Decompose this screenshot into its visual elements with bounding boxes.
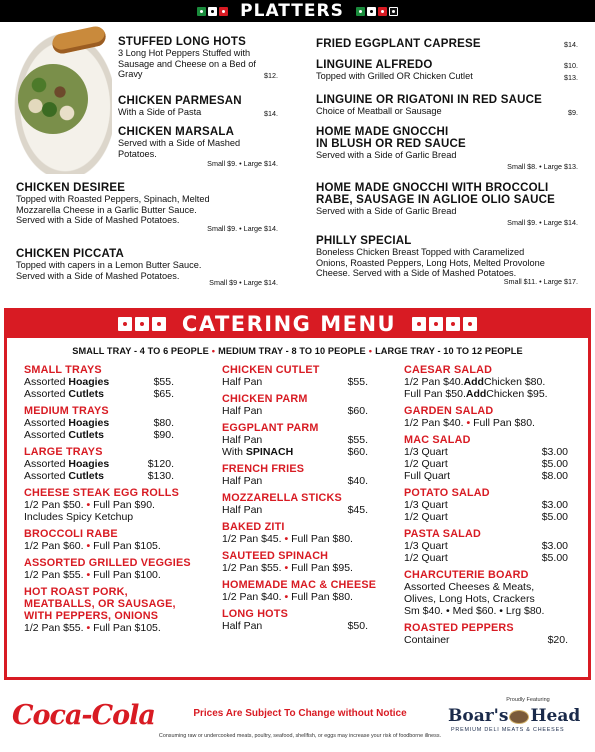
catering-section-garden-salad: GARDEN SALAD 1/2 Pan $40. • Full Pan $80. (404, 405, 535, 429)
catering-section-cheese-steak-egg-rolls: CHEESE STEAK EGG ROLLS 1/2 Pan $50. • Full Pan $90. Includes Spicy Ketchup (24, 487, 179, 523)
catering-section-pasta-salad: PASTA SALAD 1/3 Quart $3.00 1/2 Quart $5.00 (404, 528, 568, 564)
tray-sizes: SMALL TRAY - 4 TO 6 PEOPLE • MEDIUM TRAY - 8 TO 10 PEOPLE • LARGE TRAY - 10 TO 12 PEOPLE (72, 346, 523, 356)
catering-section-charcuterie: CHARCUTERIE BOARD Assorted Cheeses & Meats, Olives, Long Hots, Crackers Sm $40. • Med $60. • Lrg $80. (404, 569, 545, 617)
platter-item-philly-special: PHILLY SPECIAL Boneless Chicken Breast Topped with Caramelized Onions, Roasted Peppers, Long Hots, Melted Provolone Cheese. Served with a Side of Mashed Potatoes. Small $11. • Large $17. (316, 235, 578, 286)
catering-section-french-fries: FRENCH FRIES Half Pan $40. (222, 463, 368, 487)
platter-item-linguine-rigatoni: LINGUINE OR RIGATONI IN RED SAUCE Choice of Meatball or Sausage $9. (316, 94, 578, 117)
platter-item-gnocchi-broccoli: HOME MADE GNOCCHI WITH BROCCOLI RABE, SAUSAGE IN AGLIOE OLIO SAUCE Served with a Side of Garlic Bread Small $9. • Large $14. (316, 182, 578, 227)
boar-head-icon (509, 710, 529, 724)
catering-section-mac-cheese: HOMEMADE MAC & CHEESE 1/2 Pan $40. • Full Pan $80. (222, 579, 377, 603)
catering-section-roasted-peppers: ROASTED PEPPERS Container $20. (404, 622, 568, 646)
catering-title: CATERING MENU (4, 311, 591, 336)
catering-section-mozzarella-sticks: MOZZARELLA STICKS Half Pan $45. (222, 492, 368, 516)
consumption-warning: Consuming raw or undercooked meats, poultry, seafood, shellfish, or eggs may increase your risk of foodborne illness. (158, 733, 442, 739)
platter-item-chicken-marsala: CHICKEN MARSALA Served with a Side of Mashed Potatoes. Small $9. • Large $14. (118, 126, 278, 168)
catering-section-chicken-cutlet: CHICKEN CUTLET Half Pan $55. (222, 364, 368, 388)
catering-section-caesar-salad: CAESAR SALAD 1/2 Pan $40. Add Chicken $80. Full Pan $50. Add Chicken $95. (404, 364, 548, 400)
platter-photo (8, 24, 112, 174)
platter-item-chicken-desiree: CHICKEN DESIREE Topped with Roasted Peppers, Spinach, Melted Mozzarella Cheese in a Garlic Butter Sauce. Served with a Side of Mashed Potatoes. Small $9. • Large $14. (16, 182, 278, 233)
catering-section-eggplant-parm: EGGPLANT PARM Half Pan $55. With SPINACH $60. (222, 422, 368, 458)
catering-column-2 (222, 364, 377, 637)
boars-head-logo: Boar's Head (448, 706, 581, 726)
coca-cola-logo: Coca-Cola (12, 700, 155, 731)
catering-column-1 (24, 364, 191, 639)
boars-head-subtitle: PREMIUM DELI MEATS & CHEESES (451, 727, 565, 733)
platter-item-stuffed-long-hots: STUFFED LONG HOTS 3 Long Hot Peppers Stuffed with Sausage and Cheese on a Bed of Gravy $12. (118, 36, 278, 80)
catering-section-large-trays: LARGE TRAYS Assorted Hoagies $120. Assorted Cutlets $130. (24, 446, 174, 482)
price-notice: Prices Are Subject To Change without Notice (193, 708, 407, 719)
dice-icon (196, 2, 229, 20)
catering-section-baked-ziti: BAKED ZITI 1/2 Pan $45. • Full Pan $80. (222, 521, 353, 545)
platters-title: PLATTERS (0, 2, 595, 20)
catering-section-sauteed-spinach: SAUTEED SPINACH 1/2 Pan $55. • Full Pan $95. (222, 550, 353, 574)
dice-icon (411, 311, 479, 335)
dice-icon (116, 311, 167, 335)
platter-item-linguine-alfredo: LINGUINE ALFREDO $10. Topped with Grilled OR Chicken Cutlet $13. (316, 59, 578, 82)
catering-section-grilled-veggies: ASSORTED GRILLED VEGGIES 1/2 Pan $55. • Full Pan $100. (24, 557, 191, 581)
catering-section-medium-trays: MEDIUM TRAYS Assorted Hoagies $80. Assorted Cutlets $90. (24, 405, 174, 441)
catering-section-long-hots: LONG HOTS Half Pan $50. (222, 608, 368, 632)
catering-section-potato-salad: POTATO SALAD 1/3 Quart $3.00 1/2 Quart $5.00 (404, 487, 568, 523)
boars-head-tagline: Proudly Featuring (506, 697, 550, 703)
catering-section-chicken-parm: CHICKEN PARM Half Pan $60. (222, 393, 368, 417)
platter-item-chicken-piccata: CHICKEN PICCATA Topped with capers in a Lemon Butter Sauce. Served with a Side of Mashed Potatoes. Small $9 • Large $14. (16, 248, 278, 287)
catering-section-broccoli-rabe: BROCCOLI RABE 1/2 Pan $60. • Full Pan $105. (24, 528, 161, 552)
platter-item-gnocchi-blush: HOME MADE GNOCCHI IN BLUSH OR RED SAUCE Served with a Side of Garlic Bread Small $8. • Large $13. (316, 126, 578, 171)
platter-item-fried-eggplant-caprese: FRIED EGGPLANT CAPRESE $14. (316, 38, 578, 50)
catering-column-3 (404, 364, 568, 651)
platter-item-chicken-parmesan: CHICKEN PARMESAN With a Side of Pasta $14. (118, 95, 278, 118)
catering-section-mac-salad: MAC SALAD 1/3 Quart $3.00 1/2 Quart $5.00 Full Quart $8.00 (404, 434, 568, 482)
catering-section-small-trays: SMALL TRAYS Assorted Hoagies $55. Assorted Cutlets $65. (24, 364, 174, 400)
catering-section-hot-roast-pork: HOT ROAST PORK, MEATBALLS, OR SAUSAGE, WITH PEPPERS, ONIONS 1/2 Pan $55. • Full Pan $105. (24, 586, 176, 634)
dice-icon (355, 2, 399, 20)
